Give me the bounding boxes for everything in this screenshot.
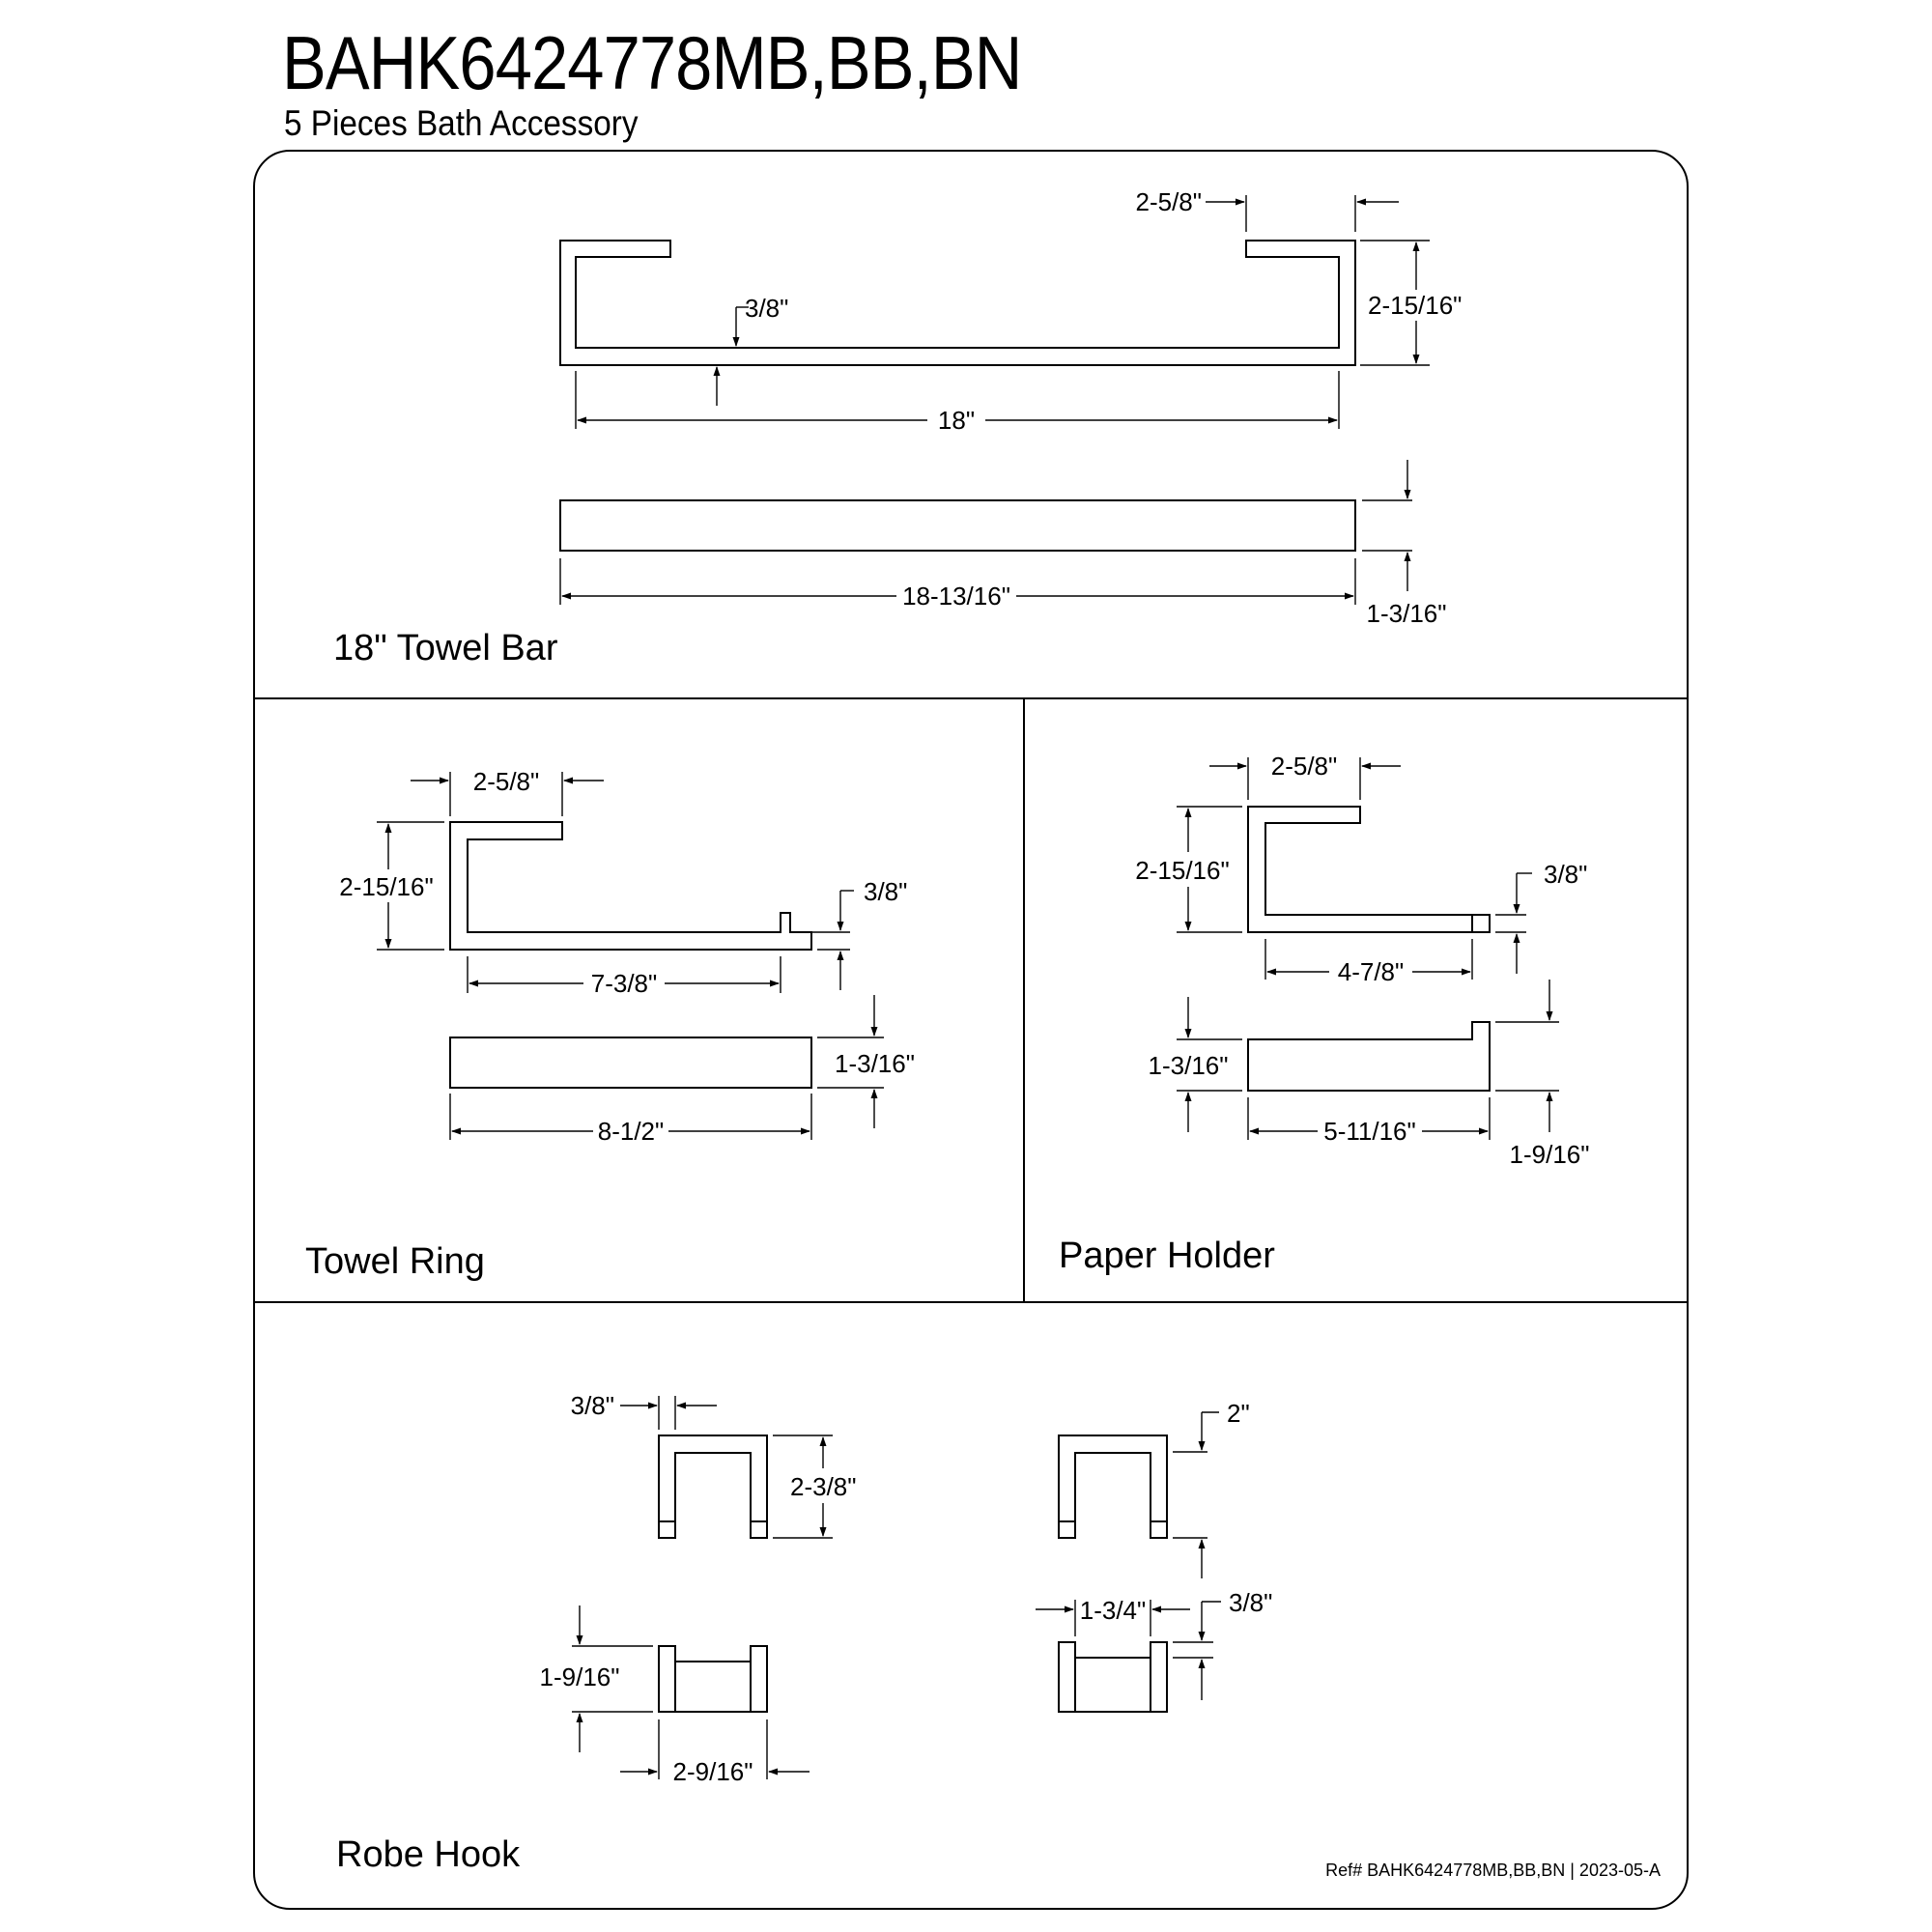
towel-ring-side-view <box>450 822 811 950</box>
towel-bar-dim-bar-span: 18" <box>937 406 976 435</box>
towel-ring-dim-depth: 1-3/16" <box>835 1049 915 1078</box>
towel-ring-section <box>305 767 915 1282</box>
towel-bar-dim-height: 2-15/16" <box>1368 291 1463 320</box>
robe-hook-dim-side-height: 2" <box>1227 1399 1250 1428</box>
towel-bar-dim-overall-length: 18-13/16" <box>902 582 1010 611</box>
paper-holder-dim-depth: 1-3/16" <box>1148 1051 1229 1080</box>
paper-holder-dim-overall-length: 5-11/16" <box>1323 1117 1416 1146</box>
page-subtitle: 5 Pieces Bath Accessory <box>284 103 639 143</box>
paper-holder-section <box>1059 752 1589 1276</box>
towel-bar-top-view <box>560 500 1355 551</box>
robe-hook-label: Robe Hook <box>336 1834 521 1875</box>
towel-bar-side-view <box>560 241 1355 365</box>
paper-holder-end-cap <box>1472 915 1490 932</box>
robe-hook-section <box>336 1391 1272 1875</box>
towel-ring-dim-arm-length: 7-3/8" <box>590 969 658 998</box>
robe-hook-dim-depth: 1-9/16" <box>539 1662 620 1691</box>
paper-holder-label: Paper Holder <box>1059 1236 1275 1276</box>
paper-holder-dim-height: 2-15/16" <box>1135 856 1230 885</box>
robe-hook-dim-overall-width: 2-9/16" <box>672 1757 753 1786</box>
paper-holder-top-view <box>1248 1022 1490 1091</box>
robe-hook-dim-plate-width: 1-3/4" <box>1079 1596 1147 1625</box>
towel-ring-label: Towel Ring <box>305 1241 485 1282</box>
page-title: BAHK6424778MB,BB,BN <box>282 20 1022 105</box>
towel-bar-dim-bar-thickness: 3/8" <box>745 294 789 323</box>
paper-holder-dim-bracket-width: 2-5/8" <box>1270 752 1338 781</box>
towel-ring-dim-height: 2-15/16" <box>339 872 434 901</box>
towel-bar-dim-bracket-width: 2-5/8" <box>1135 187 1202 216</box>
towel-ring-dim-bracket-width: 2-5/8" <box>472 767 540 796</box>
robe-hook-dim-plate-thickness: 3/8" <box>1229 1588 1273 1617</box>
paper-holder-dim-tip: 3/8" <box>1544 860 1588 889</box>
reference-number: Ref# BAHK6424778MB,BB,BN | 2023-05-A <box>1325 1861 1661 1880</box>
section-dividers <box>254 698 1688 1302</box>
paper-holder-dim-end-depth: 1-9/16" <box>1509 1140 1590 1169</box>
towel-ring-dim-tip: 3/8" <box>864 877 908 906</box>
robe-hook-dim-height: 2-3/8" <box>790 1472 857 1501</box>
towel-bar-section <box>333 187 1462 668</box>
paper-holder-dim-arm-length: 4-7/8" <box>1337 957 1405 986</box>
towel-ring-dim-overall-length: 8-1/2" <box>597 1117 665 1146</box>
towel-bar-dim-depth: 1-3/16" <box>1366 599 1447 628</box>
robe-hook-dim-post-width: 3/8" <box>570 1391 614 1420</box>
towel-bar-label: 18" Towel Bar <box>333 628 558 668</box>
paper-holder-side-view <box>1248 807 1472 932</box>
robe-hook-plate-view <box>1059 1642 1167 1712</box>
towel-ring-top-view <box>450 1037 811 1088</box>
robe-hook-bottom-view <box>659 1646 767 1712</box>
